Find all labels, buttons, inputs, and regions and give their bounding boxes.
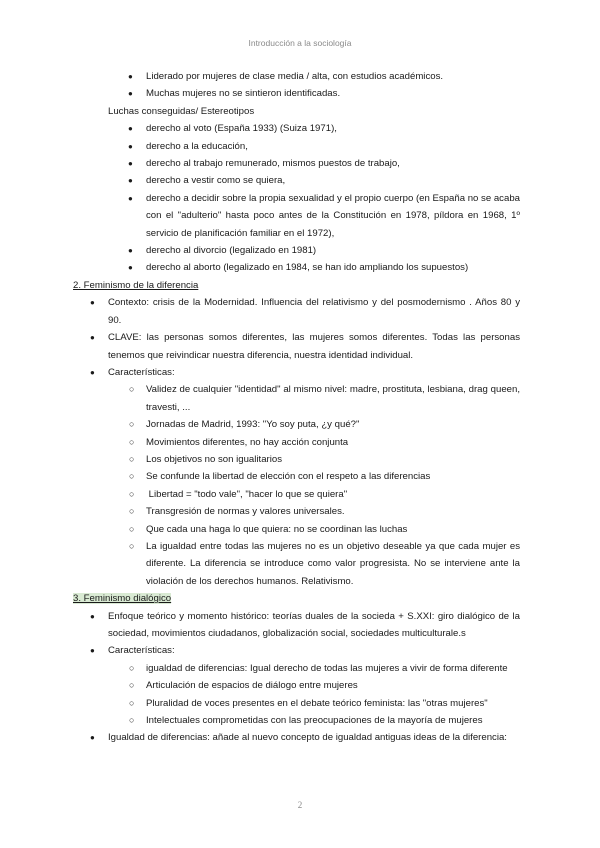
section-heading: 2. Feminismo de la diferencia: [73, 279, 199, 291]
hollow-bullet-icon: ○: [129, 540, 135, 551]
sub-list-item: ○ Que cada una haga lo que quiera: no se coordinan las luchas: [146, 521, 520, 538]
hollow-bullet-icon: ○: [129, 523, 135, 534]
bullet-icon: ●: [90, 367, 95, 377]
list-item: ● Liderado por mujeres de clase media / alta, con estudios académicos.: [146, 68, 520, 85]
hollow-bullet-icon: ○: [129, 419, 135, 430]
bullet-icon: ●: [90, 733, 95, 743]
sub-list-item: ○ Se confunde la libertad de elección con el respeto a las diferencias: [146, 468, 520, 485]
list-item: ● CLAVE: las personas somos diferentes, las mujeres somos diferentes. Todas las personas tenemos que reivindicar nuestra diferencia, nuestra identidad individual.: [108, 329, 520, 364]
sub-list-item: ○ Jornadas de Madrid, 1993: "Yo soy puta, ¿y qué?": [146, 416, 520, 433]
page-number: 2: [297, 800, 303, 810]
list-item: ● Contexto: crisis de la Modernidad. Influencia del relativismo y del posmodernismo . Años 80 y 90.: [108, 294, 520, 329]
list-item: ● derecho al trabajo remunerado, mismos puestos de trabajo,: [146, 155, 520, 172]
list-item: ● Igualdad de diferencias: añade al nuevo concepto de igualdad antiguas ideas de la diferencia:: [108, 729, 520, 746]
hollow-bullet-icon: ○: [129, 471, 135, 482]
list-item: ● derecho a vestir como se quiera,: [146, 172, 520, 189]
hollow-bullet-icon: ○: [129, 715, 135, 726]
list-item: ● derecho a decidir sobre la propia sexualidad y el propio cuerpo (en España no se acaba con el "adulterio" hasta poco antes de la Constitución en 1978, píldora en 1968, 1º servicio de planificación familiar en el 1972),: [146, 190, 520, 242]
hollow-bullet-icon: ○: [129, 506, 135, 517]
list-item: ● Características:: [108, 364, 520, 381]
list-item: ● Muchas mujeres no se sintieron identificadas.: [146, 85, 520, 102]
list-item: ● derecho al divorcio (legalizado en 1981): [146, 242, 520, 259]
list-item: ● Enfoque teórico y momento histórico: teorías duales de la socieda + S.XXI: giro dialógico de la sociedad, movimientos ciudadanos, globalización social, sociedades multiculturale.s: [108, 608, 520, 643]
bullet-icon: ●: [90, 333, 95, 343]
bullet-icon: ●: [128, 124, 133, 134]
hollow-bullet-icon: ○: [129, 384, 135, 395]
hollow-bullet-icon: ○: [129, 697, 135, 708]
list-item: ● derecho al aborto (legalizado en 1984, se han ido ampliando los supuestos): [146, 259, 520, 276]
bullet-icon: ●: [128, 141, 133, 151]
sub-list-item: ○ Transgresión de normas y valores universales.: [146, 503, 520, 520]
sub-list-item: ○ Libertad = "todo vale", "hacer lo que se quiera": [146, 486, 520, 503]
page-header: Introducción a la sociología: [248, 38, 352, 48]
bullet-icon: ●: [128, 193, 133, 203]
hollow-bullet-icon: ○: [129, 662, 135, 673]
bullet-icon: ●: [90, 298, 95, 308]
list-item: ● derecho al voto (España 1933) (Suiza 1971),: [146, 120, 520, 137]
hollow-bullet-icon: ○: [129, 488, 135, 499]
list-item: ● derecho a la educación,: [146, 138, 520, 155]
document-body: [0, 68, 600, 747]
sub-list-item: ○ Los objetivos no son igualitarios: [146, 451, 520, 468]
bullet-icon: ●: [128, 89, 133, 99]
sub-list-item: ○ Validez de cualquier "identidad" al mismo nivel: madre, prostituta, lesbiana, drag queen, travesti, ...: [146, 381, 520, 416]
sub-list-item: ○ Intelectuales comprometidas con las preocupaciones de la mayoría de mujeres: [146, 712, 520, 729]
sub-list-item: ○ Articulación de espacios de diálogo entre mujeres: [146, 677, 520, 694]
bullet-icon: ●: [90, 611, 95, 621]
hollow-bullet-icon: ○: [129, 453, 135, 464]
luchas-label: Luchas conseguidas/ Estereotipos: [108, 105, 255, 117]
bullet-icon: ●: [90, 646, 95, 656]
bullet-icon: ●: [128, 263, 133, 273]
bullet-icon: ●: [128, 159, 133, 169]
section-heading: 3. Feminismo dialógico: [73, 593, 172, 605]
list-item: ● Características:: [108, 642, 520, 659]
sub-list-item: ○ La igualdad entre todas las mujeres no es un objetivo deseable ya que cada mujer es diferente. La diferencia se introduce como valor progresista. No se interviene ante la violación de los derechos humanos. Relativismo.: [146, 538, 520, 590]
bullet-icon: ●: [128, 176, 133, 186]
bullet-icon: ●: [128, 246, 133, 256]
sub-list-item: ○ Pluralidad de voces presentes en el debate teórico feminista: las "otras mujeres": [146, 695, 520, 712]
bullet-icon: ●: [128, 72, 133, 81]
sub-list-item: ○ igualdad de diferencias: Igual derecho de todas las mujeres a vivir de forma diferente: [146, 660, 520, 677]
sub-list-item: ○ Movimientos diferentes, no hay acción conjunta: [146, 434, 520, 451]
hollow-bullet-icon: ○: [129, 680, 135, 691]
hollow-bullet-icon: ○: [129, 436, 135, 447]
